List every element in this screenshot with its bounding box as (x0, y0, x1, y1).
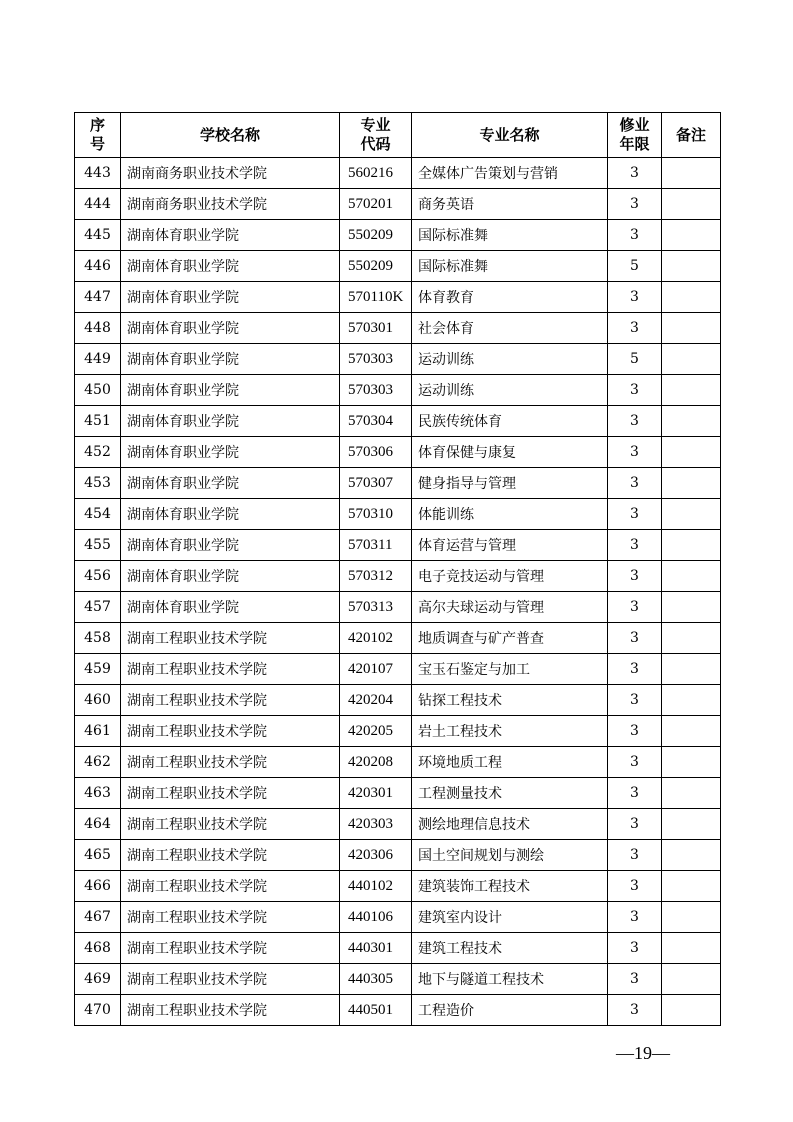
cell-seq: 450 (75, 375, 121, 406)
cell-seq: 443 (75, 158, 121, 189)
cell-duration: 3 (608, 313, 662, 344)
table-row (75, 220, 721, 251)
cell-school: 湖南体育职业学院 (121, 282, 340, 313)
cell-seq: 460 (75, 685, 121, 716)
cell-major: 体能训练 (412, 499, 608, 530)
cell-school: 湖南工程职业技术学院 (121, 685, 340, 716)
cell-school: 湖南工程职业技术学院 (121, 871, 340, 902)
cell-note (662, 530, 721, 561)
cell-seq: 466 (75, 871, 121, 902)
cell-duration: 3 (608, 716, 662, 747)
table-row (75, 158, 721, 189)
cell-code: 420107 (340, 654, 412, 685)
cell-school: 湖南工程职业技术学院 (121, 933, 340, 964)
cell-code: 420306 (340, 840, 412, 871)
cell-code: 570110K (340, 282, 412, 313)
cell-note (662, 964, 721, 995)
cell-note (662, 220, 721, 251)
cell-school: 湖南工程职业技术学院 (121, 995, 340, 1026)
table-row (75, 375, 721, 406)
cell-seq: 455 (75, 530, 121, 561)
cell-school: 湖南体育职业学院 (121, 220, 340, 251)
header-seq (75, 113, 121, 158)
cell-seq: 457 (75, 592, 121, 623)
cell-duration: 3 (608, 747, 662, 778)
cell-school: 湖南体育职业学院 (121, 313, 340, 344)
cell-seq: 453 (75, 468, 121, 499)
cell-note (662, 468, 721, 499)
cell-code: 420208 (340, 747, 412, 778)
cell-note (662, 282, 721, 313)
cell-note (662, 561, 721, 592)
cell-school: 湖南体育职业学院 (121, 375, 340, 406)
header-code-line-1: 专业 (360, 116, 391, 134)
cell-major: 宝玉石鉴定与加工 (412, 654, 608, 685)
cell-school: 湖南体育职业学院 (121, 437, 340, 468)
cell-seq: 467 (75, 902, 121, 933)
cell-school: 湖南体育职业学院 (121, 561, 340, 592)
cell-duration: 3 (608, 375, 662, 406)
cell-note (662, 840, 721, 871)
cell-code: 420301 (340, 778, 412, 809)
cell-note (662, 158, 721, 189)
cell-seq: 468 (75, 933, 121, 964)
table-row (75, 282, 721, 313)
cell-duration: 3 (608, 220, 662, 251)
cell-note (662, 623, 721, 654)
cell-note (662, 685, 721, 716)
cell-note (662, 375, 721, 406)
cell-code: 560216 (340, 158, 412, 189)
cell-school: 湖南商务职业技术学院 (121, 189, 340, 220)
cell-code: 570313 (340, 592, 412, 623)
cell-duration: 3 (608, 902, 662, 933)
table-row (75, 964, 721, 995)
cell-major: 运动训练 (412, 344, 608, 375)
header-seq-line-1: 序 (89, 116, 105, 134)
cell-duration: 3 (608, 468, 662, 499)
cell-duration: 3 (608, 623, 662, 654)
cell-note (662, 406, 721, 437)
cell-major: 民族传统体育 (412, 406, 608, 437)
cell-code: 570307 (340, 468, 412, 499)
cell-duration: 3 (608, 685, 662, 716)
cell-note (662, 778, 721, 809)
table-row (75, 716, 721, 747)
cell-code: 570306 (340, 437, 412, 468)
cell-code: 440301 (340, 933, 412, 964)
cell-duration: 3 (608, 871, 662, 902)
cell-code: 570303 (340, 344, 412, 375)
header-row (75, 113, 721, 158)
cell-school: 湖南体育职业学院 (121, 499, 340, 530)
cell-major: 运动训练 (412, 375, 608, 406)
cell-code: 570311 (340, 530, 412, 561)
cell-duration: 3 (608, 561, 662, 592)
cell-school: 湖南工程职业技术学院 (121, 778, 340, 809)
header-code-line-2: 代码 (360, 135, 391, 153)
header-school: 学校名称 (121, 113, 340, 158)
table-row (75, 530, 721, 561)
table-row (75, 437, 721, 468)
program-table (74, 112, 721, 1026)
cell-seq: 470 (75, 995, 121, 1026)
table-row (75, 344, 721, 375)
cell-code: 570201 (340, 189, 412, 220)
cell-major: 国际标准舞 (412, 251, 608, 282)
cell-major: 工程造价 (412, 995, 608, 1026)
header-duration (608, 113, 662, 158)
cell-major: 建筑装饰工程技术 (412, 871, 608, 902)
cell-seq: 447 (75, 282, 121, 313)
cell-major: 全媒体广告策划与营销 (412, 158, 608, 189)
cell-note (662, 189, 721, 220)
cell-code: 570301 (340, 313, 412, 344)
cell-note (662, 902, 721, 933)
cell-school: 湖南体育职业学院 (121, 251, 340, 282)
header-note: 备注 (662, 113, 721, 158)
cell-seq: 456 (75, 561, 121, 592)
table-body (75, 158, 721, 1026)
cell-duration: 3 (608, 282, 662, 313)
cell-note (662, 499, 721, 530)
cell-school: 湖南工程职业技术学院 (121, 964, 340, 995)
table-row (75, 933, 721, 964)
cell-seq: 452 (75, 437, 121, 468)
cell-school: 湖南体育职业学院 (121, 344, 340, 375)
cell-code: 570312 (340, 561, 412, 592)
cell-seq: 448 (75, 313, 121, 344)
cell-seq: 465 (75, 840, 121, 871)
header-code (340, 113, 412, 158)
cell-code: 550209 (340, 220, 412, 251)
table-row (75, 561, 721, 592)
cell-seq: 446 (75, 251, 121, 282)
table-row (75, 313, 721, 344)
cell-school: 湖南体育职业学院 (121, 530, 340, 561)
cell-code: 420205 (340, 716, 412, 747)
cell-school: 湖南商务职业技术学院 (121, 158, 340, 189)
cell-duration: 3 (608, 840, 662, 871)
cell-code: 440501 (340, 995, 412, 1026)
cell-major: 健身指导与管理 (412, 468, 608, 499)
cell-major: 电子竞技运动与管理 (412, 561, 608, 592)
cell-note (662, 437, 721, 468)
table-row (75, 406, 721, 437)
cell-major: 工程测量技术 (412, 778, 608, 809)
cell-duration: 3 (608, 995, 662, 1026)
cell-seq: 464 (75, 809, 121, 840)
cell-note (662, 747, 721, 778)
cell-seq: 461 (75, 716, 121, 747)
table-row (75, 623, 721, 654)
cell-code: 550209 (340, 251, 412, 282)
cell-note (662, 251, 721, 282)
cell-note (662, 933, 721, 964)
cell-school: 湖南体育职业学院 (121, 592, 340, 623)
table-row (75, 251, 721, 282)
cell-major: 测绘地理信息技术 (412, 809, 608, 840)
cell-major: 高尔夫球运动与管理 (412, 592, 608, 623)
header-duration-line-1: 修业 (619, 116, 650, 134)
cell-duration: 3 (608, 778, 662, 809)
cell-seq: 459 (75, 654, 121, 685)
cell-duration: 3 (608, 530, 662, 561)
cell-school: 湖南工程职业技术学院 (121, 747, 340, 778)
cell-note (662, 716, 721, 747)
table-row (75, 592, 721, 623)
cell-major: 体育运营与管理 (412, 530, 608, 561)
cell-school: 湖南工程职业技术学院 (121, 840, 340, 871)
cell-seq: 469 (75, 964, 121, 995)
cell-seq: 444 (75, 189, 121, 220)
cell-code: 570304 (340, 406, 412, 437)
cell-school: 湖南体育职业学院 (121, 468, 340, 499)
cell-seq: 458 (75, 623, 121, 654)
table-row (75, 499, 721, 530)
table-row (75, 902, 721, 933)
cell-note (662, 344, 721, 375)
table-row (75, 809, 721, 840)
cell-major: 体育教育 (412, 282, 608, 313)
table-row (75, 468, 721, 499)
cell-school: 湖南工程职业技术学院 (121, 902, 340, 933)
table-row (75, 654, 721, 685)
cell-duration: 3 (608, 592, 662, 623)
cell-school: 湖南工程职业技术学院 (121, 654, 340, 685)
table-row (75, 871, 721, 902)
header-duration-line-2: 年限 (619, 135, 650, 153)
cell-major: 岩土工程技术 (412, 716, 608, 747)
cell-major: 环境地质工程 (412, 747, 608, 778)
table-header (75, 113, 721, 158)
cell-school: 湖南体育职业学院 (121, 406, 340, 437)
cell-duration: 3 (608, 158, 662, 189)
cell-code: 440102 (340, 871, 412, 902)
cell-code: 570310 (340, 499, 412, 530)
table-row (75, 840, 721, 871)
table-row (75, 189, 721, 220)
cell-major: 国土空间规划与测绘 (412, 840, 608, 871)
cell-major: 钻探工程技术 (412, 685, 608, 716)
cell-major: 体育保健与康复 (412, 437, 608, 468)
cell-seq: 454 (75, 499, 121, 530)
table-row (75, 995, 721, 1026)
cell-note (662, 313, 721, 344)
table-row (75, 685, 721, 716)
cell-major: 建筑室内设计 (412, 902, 608, 933)
cell-duration: 3 (608, 189, 662, 220)
cell-seq: 451 (75, 406, 121, 437)
cell-seq: 449 (75, 344, 121, 375)
cell-school: 湖南工程职业技术学院 (121, 809, 340, 840)
cell-code: 420102 (340, 623, 412, 654)
cell-seq: 462 (75, 747, 121, 778)
cell-major: 地下与隧道工程技术 (412, 964, 608, 995)
cell-major: 地质调查与矿产普查 (412, 623, 608, 654)
cell-duration: 3 (608, 933, 662, 964)
cell-seq: 445 (75, 220, 121, 251)
header-seq-line-2: 号 (89, 135, 105, 153)
cell-note (662, 809, 721, 840)
page-number: —19— (616, 1043, 670, 1063)
cell-school: 湖南工程职业技术学院 (121, 623, 340, 654)
cell-major: 国际标准舞 (412, 220, 608, 251)
cell-note (662, 871, 721, 902)
cell-code: 440106 (340, 902, 412, 933)
cell-code: 440305 (340, 964, 412, 995)
table-row (75, 747, 721, 778)
cell-duration: 3 (608, 499, 662, 530)
cell-duration: 3 (608, 654, 662, 685)
cell-duration: 3 (608, 809, 662, 840)
cell-duration: 3 (608, 437, 662, 468)
cell-major: 社会体育 (412, 313, 608, 344)
cell-duration: 3 (608, 964, 662, 995)
cell-note (662, 995, 721, 1026)
cell-school: 湖南工程职业技术学院 (121, 716, 340, 747)
cell-duration: 5 (608, 344, 662, 375)
cell-code: 570303 (340, 375, 412, 406)
header-major: 专业名称 (412, 113, 608, 158)
cell-note (662, 592, 721, 623)
cell-seq: 463 (75, 778, 121, 809)
cell-major: 商务英语 (412, 189, 608, 220)
cell-duration: 5 (608, 251, 662, 282)
cell-note (662, 654, 721, 685)
cell-duration: 3 (608, 406, 662, 437)
cell-code: 420204 (340, 685, 412, 716)
cell-code: 420303 (340, 809, 412, 840)
cell-major: 建筑工程技术 (412, 933, 608, 964)
table-row (75, 778, 721, 809)
